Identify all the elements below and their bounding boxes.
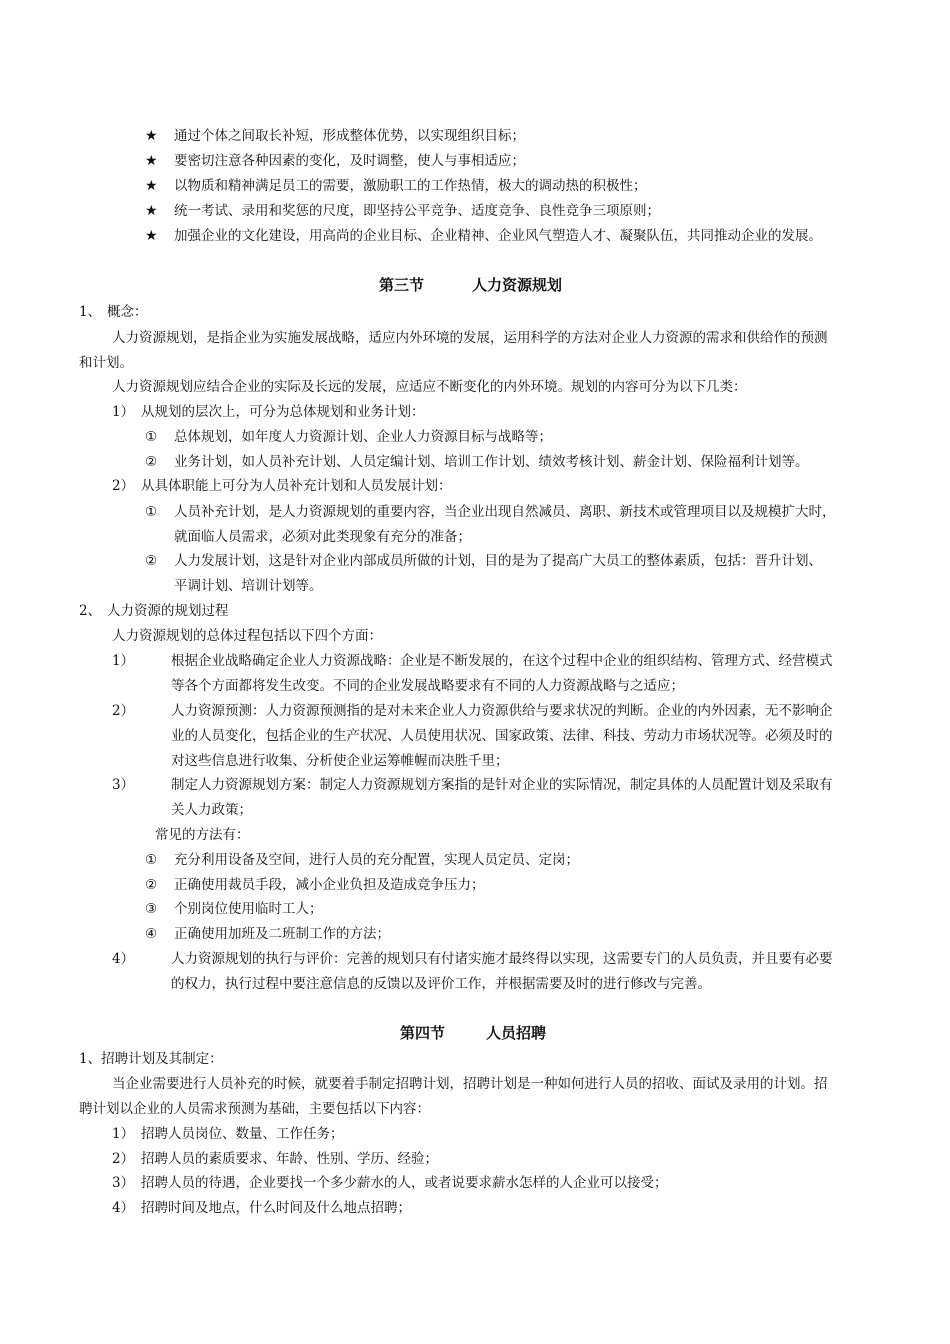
list-number: 1、 (79, 304, 102, 320)
list-item-continued: 的权力，执行过程中要注意信息的反馈以及评价工作，并根据需要及时的进行修改与完善。 (171, 976, 711, 992)
list-item: 个别岗位使用临时工人； (174, 901, 323, 917)
list-item: 总体规划，如年度人力资源计划、企业人力资源目标与战略等； (174, 429, 552, 445)
list-number: ③ (145, 901, 158, 917)
list-number: ④ (145, 926, 158, 942)
list-number: 2） (112, 1151, 135, 1167)
list-item: 根据企业战略确定企业人力资源战略：企业是不断发展的，在这个过程中企业的组织结构、管理方式、经营模式 (171, 653, 833, 669)
paragraph-line: 人力资源规划的总体过程包括以下四个方面： (112, 628, 382, 644)
bullet-item: 要密切注意各种因素的变化，及时调整，使人与事相适应； (174, 153, 525, 169)
list-number: ② (145, 454, 158, 470)
star-bullet-icon: ★ (145, 203, 158, 219)
list-number: ① (145, 429, 158, 445)
paragraph-line: 人力资源规划应结合企业的实际及长远的发展，应适应不断变化的内外环境。规划的内容可分为以下几类： (112, 379, 747, 395)
list-item-continued: 平调计划、培训计划等。 (174, 578, 323, 594)
paragraph-line: 和计划。 (79, 355, 133, 371)
list-number: 1） (112, 1126, 135, 1142)
list-item: 充分利用设备及空间，进行人员的充分配置，实现人员定员、定岗； (174, 852, 579, 868)
list-item: 人力资源预测：人力资源预测指的是对未来企业人力资源供给与要求状况的判断。企业的内外因素，无不影响企 (171, 703, 833, 719)
list-item: 招聘时间及地点，什么时间及什么地点招聘； (141, 1200, 411, 1216)
list-item-continued: 就面临人员需求，必须对此类现象有充分的准备； (174, 529, 471, 545)
paragraph-line: 人力资源规划，是指企业为实施发展战略，适应内外环境的发展，运用科学的方法对企业人力资源的需求和供给作的预测 (112, 330, 828, 346)
list-number: ② (145, 877, 158, 893)
paragraph-line: 聘计划以企业的人员需求预测为基础，主要包括以下内容： (79, 1101, 430, 1117)
bullet-item: 以物质和精神满足员工的需要，激励职工的工作热情，极大的调动热的积极性； (174, 178, 647, 194)
list-number: 2、 (79, 603, 102, 619)
list-item: 人力发展计划，这是针对企业内部成员所做的计划，目的是为了提高广大员工的整体素质，包括：晋升计划、 (174, 553, 822, 569)
bullet-item: 统一考试、录用和奖惩的尺度，即坚持公平竞争、适度竞争、良性竞争三项原则； (174, 203, 660, 219)
bullet-item: 加强企业的文化建设，用高尚的企业目标、企业精神、企业风气塑造人才、凝聚队伍，共同推动企业的发展。 (174, 228, 822, 244)
star-bullet-icon: ★ (145, 228, 158, 244)
list-item: 招聘人员岗位、数量、工作任务； (141, 1126, 344, 1142)
list-item: 从具体职能上可分为人员补充计划和人员发展计划： (141, 478, 452, 494)
list-item: 正确使用裁员手段，减小企业负担及造成竞争压力； (174, 877, 485, 893)
list-item-continued: 业的人员变化，包括企业的生产状况、人员使用状况、国家政策、法律、科技、劳动力市场状况等。必须及时的 (171, 728, 833, 744)
list-item-continued: 等各个方面都将发生改变。不同的企业发展战略要求有不同的人力资源战略与之适应； (171, 678, 684, 694)
list-number: 4） (112, 951, 135, 967)
subheading: 1、招聘计划及其制定： (79, 1051, 223, 1067)
list-item: 制定人力资源规划方案：制定人力资源规划方案指的是针对企业的实际情况，制定具体的人员配置计划及采取有 (171, 777, 833, 793)
list-number: ② (145, 553, 158, 569)
methods-intro: 常见的方法有： (155, 827, 250, 843)
list-number: 4） (112, 1200, 135, 1216)
star-bullet-icon: ★ (145, 153, 158, 169)
list-number: ① (145, 852, 158, 868)
star-bullet-icon: ★ (145, 128, 158, 144)
star-bullet-icon: ★ (145, 178, 158, 194)
list-number: 1） (112, 653, 135, 669)
list-number: 3） (112, 1175, 135, 1191)
list-number: 1） (112, 404, 135, 420)
list-item-continued: 关人力政策； (171, 802, 252, 818)
list-item: 招聘人员的素质要求、年龄、性别、学历、经验； (141, 1151, 438, 1167)
list-item: 人力资源规划的执行与评价：完善的规划只有付诸实施才最终得以实现，这需要专门的人员负责，并且要有必要 (171, 951, 833, 967)
list-item-continued: 对这些信息进行收集、分析使企业运筹帷幄而决胜千里； (171, 753, 509, 769)
list-item: 正确使用加班及二班制工作的方法； (174, 926, 390, 942)
list-item: 招聘人员的待遇，企业要找一个多少薪水的人，或者说要求薪水怎样的人企业可以接受； (141, 1175, 668, 1191)
section3-number: 第三节 (379, 276, 425, 294)
subheading: 概念： (107, 304, 148, 320)
list-item: 业务计划，如人员补充计划、人员定编计划、培训工作计划、绩效考核计划、薪金计划、保险福利计划等。 (174, 454, 809, 470)
list-number: 2） (112, 703, 135, 719)
bullet-item: 通过个体之间取长补短，形成整体优势，以实现组织目标； (174, 128, 525, 144)
list-number: ① (145, 504, 158, 520)
section4-number: 第四节 (400, 1024, 446, 1042)
section4-title: 人员招聘 (486, 1024, 547, 1042)
paragraph-line: 当企业需要进行人员补充的时候，就要着手制定招聘计划，招聘计划是一种如何进行人员的招收、面试及录用的计划。招 (112, 1076, 828, 1092)
list-item: 从规划的层次上，可分为总体规划和业务计划： (141, 404, 425, 420)
subheading: 人力资源的规划过程 (107, 603, 229, 619)
list-item: 人员补充计划，是人力资源规划的重要内容，当企业出现自然减员、离职、新技术或管理项目以及规模扩大时， (174, 504, 836, 520)
list-number: 2） (112, 478, 135, 494)
section3-title: 人力资源规划 (472, 276, 563, 294)
list-number: 3） (112, 777, 135, 793)
